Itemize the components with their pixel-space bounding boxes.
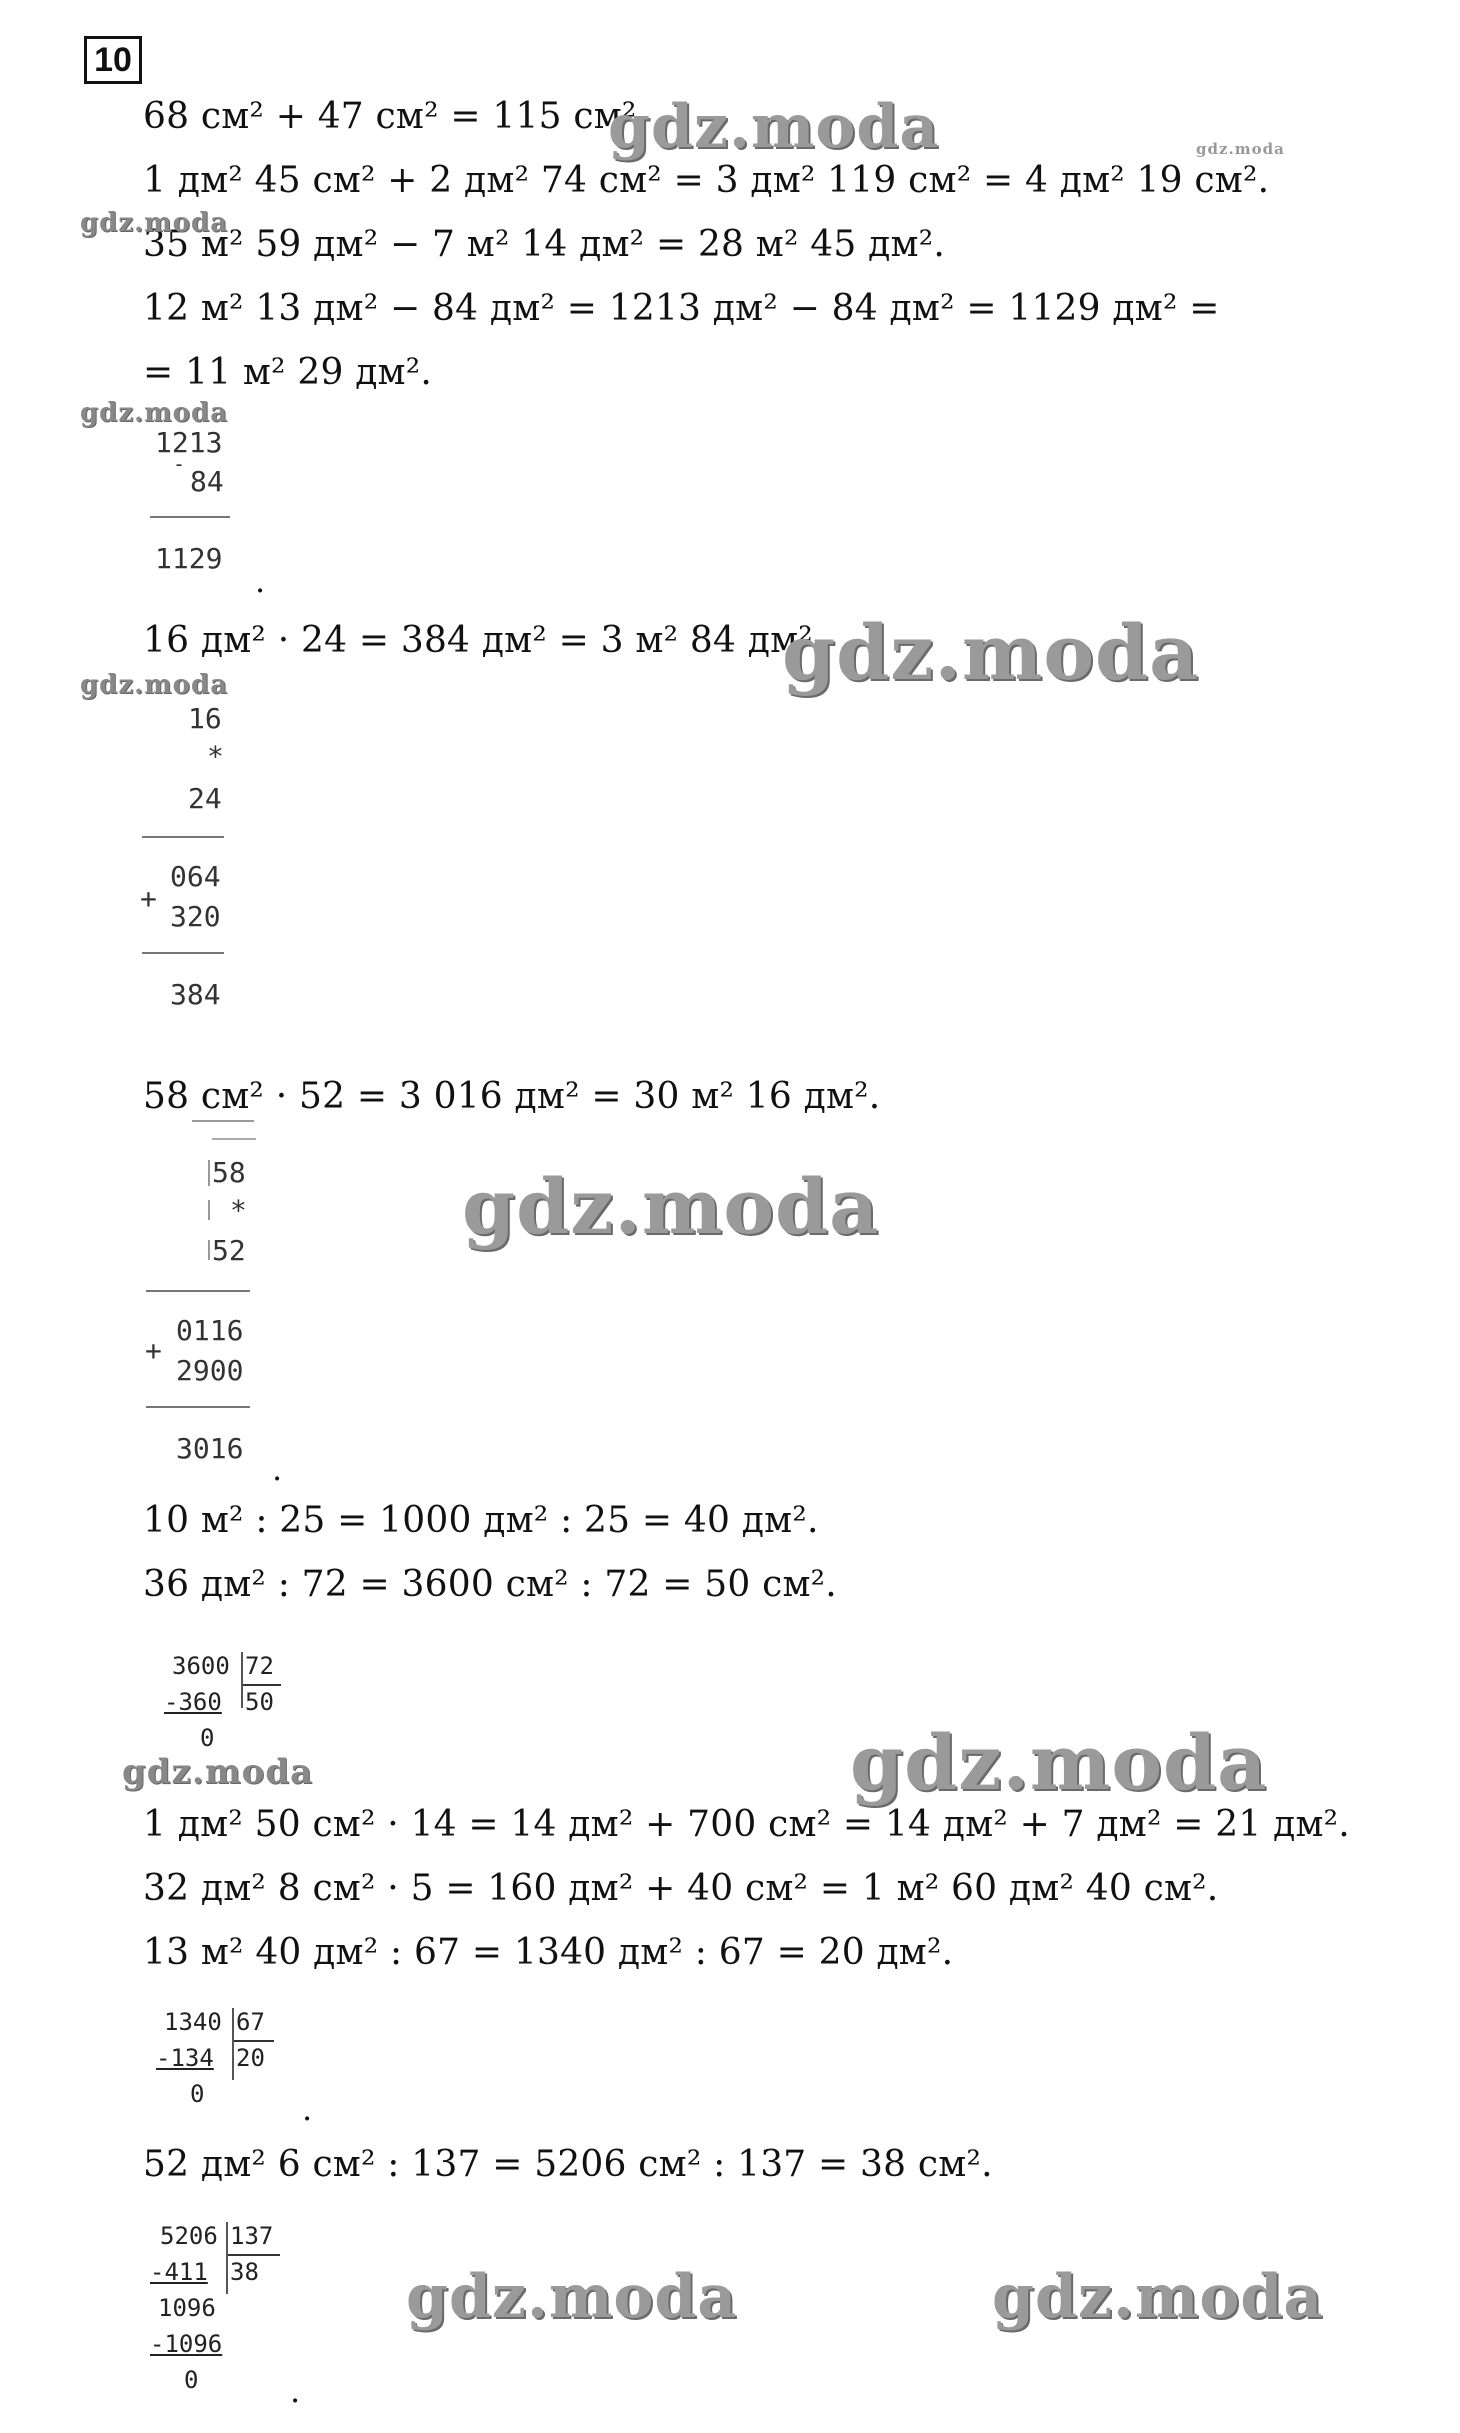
watermark-5: gdz.moda [782,608,1200,697]
watermark-10: gdz.moda [406,2262,738,2332]
div1-quotient: 50 [245,1688,274,1716]
watermark-2: gdz.moda [1196,140,1285,158]
watermark-4: gdz.moda [80,398,229,428]
watermark-9: gdz.moda [122,1752,314,1792]
mul1-sign: * [207,740,224,773]
mul1-partial-2: 320 [170,900,221,933]
div1-remainder: 0 [200,1724,215,1752]
div1-subtrahend: -360 [164,1688,222,1716]
equation-1: 68 см² + 47 см² = 115 см². [143,96,649,137]
mul2-partial-1: 0116 [176,1314,244,1347]
sub1-minuend: 1213 [155,426,223,459]
div3-divisor-rule [228,2254,280,2256]
task-number: 10 [84,36,142,84]
sub1-sign: - [173,452,186,476]
equation-3: 35 м² 59 дм² − 7 м² 14 дм² = 28 м² 45 дм². [143,224,945,265]
mul2-sign: * [230,1194,247,1227]
div2-remainder: 0 [190,2080,205,2108]
watermark-11: gdz.moda [992,2262,1324,2332]
watermark-1: gdz.moda [608,92,940,162]
mul1-result: 384 [170,978,221,1011]
mul2-mark-2 [208,1200,210,1220]
equation-10: 32 дм² 8 см² · 5 = 160 дм² + 40 см² = 1 м² 60 дм² 40 см². [143,1868,1219,1909]
mul1-partial-1: 064 [170,860,221,893]
mul1-factor-b: 24 [188,782,222,815]
equation-2: 1 дм² 45 см² + 2 дм² 74 см² = 3 дм² 119 см² = 4 дм² 19 см². [143,160,1270,201]
div3-remainder: 0 [184,2366,199,2394]
watermark-6: gdz.moda [80,670,229,700]
mul2-plus: + [145,1334,162,1367]
div3-subtrahend-1: -411 [150,2258,208,2286]
div3-quotient: 38 [230,2258,259,2286]
equation-12: 52 дм² 6 см² : 137 = 5206 см² : 137 = 38 см². [143,2144,993,2185]
equation-8: 36 дм² : 72 = 3600 см² : 72 = 50 см². [143,1564,837,1605]
div3-dot: . [290,2372,301,2410]
div1-divisor-rule [243,1684,281,1686]
div2-divisor: 67 [236,2008,265,2036]
mul2-dot: . [272,1450,283,1488]
watermark-8: gdz.moda [850,1718,1268,1807]
sub1-rule [150,516,230,518]
mul1-plus: + [140,882,157,915]
div2-divisor-rule [234,2040,274,2042]
div3-divisor: 137 [230,2222,274,2250]
equation-5: 16 дм² · 24 = 384 дм² = 3 м² 84 дм². [143,620,825,661]
mul2-result: 3016 [176,1432,244,1465]
equation-11: 13 м² 40 дм² : 67 = 1340 дм² : 67 = 20 дм². [143,1932,954,1973]
mul2-mark-3 [208,1240,210,1260]
div1-bar [241,1652,243,1708]
div2-dot: . [302,2090,313,2128]
mul2-factor-a: 58 [212,1156,246,1189]
mul2-mark-1 [208,1160,210,1186]
equation-6: 58 см² · 52 = 3 016 дм² = 30 м² 16 дм². [143,1076,881,1117]
div3-bar [226,2222,228,2294]
watermark-3: gdz.moda [80,208,229,238]
mul1-rule-1 [142,836,224,838]
equation-9: 1 дм² 50 см² · 14 = 14 дм² + 700 см² = 14 дм² + 7 дм² = 21 дм². [143,1804,1350,1845]
div2-bar [232,2008,234,2080]
div1-divisor: 72 [245,1652,274,1680]
mul2-rule-2 [146,1406,250,1408]
equation-4-continued: = 11 м² 29 дм². [143,352,433,393]
div1-dividend: 3600 [172,1652,230,1680]
div2-dividend: 1340 [164,2008,222,2036]
sub1-dot: . [255,562,266,600]
mul1-rule-2 [142,952,224,954]
sub1-subtrahend: 84 [190,465,224,498]
bracket-stroke [192,1120,254,1122]
mul2-rule-1 [146,1290,250,1292]
watermark-7: gdz.moda [462,1162,880,1251]
div2-subtrahend: -134 [156,2044,214,2072]
div3-subtrahend-2: -1096 [150,2330,223,2358]
mul2-top-mark [212,1138,256,1140]
mul2-partial-2: 2900 [176,1354,244,1387]
equation-7: 10 м² : 25 = 1000 дм² : 25 = 40 дм². [143,1500,819,1541]
div2-quotient: 20 [236,2044,265,2072]
mul1-factor-a: 16 [188,702,222,735]
div3-dividend: 5206 [160,2222,218,2250]
sub1-result: 1129 [155,542,223,575]
div3-intermediate: 1096 [158,2294,216,2322]
equation-4: 12 м² 13 дм² − 84 дм² = 1213 дм² − 84 дм² = 1129 дм² = [143,288,1220,329]
mul2-factor-b: 52 [212,1234,246,1267]
